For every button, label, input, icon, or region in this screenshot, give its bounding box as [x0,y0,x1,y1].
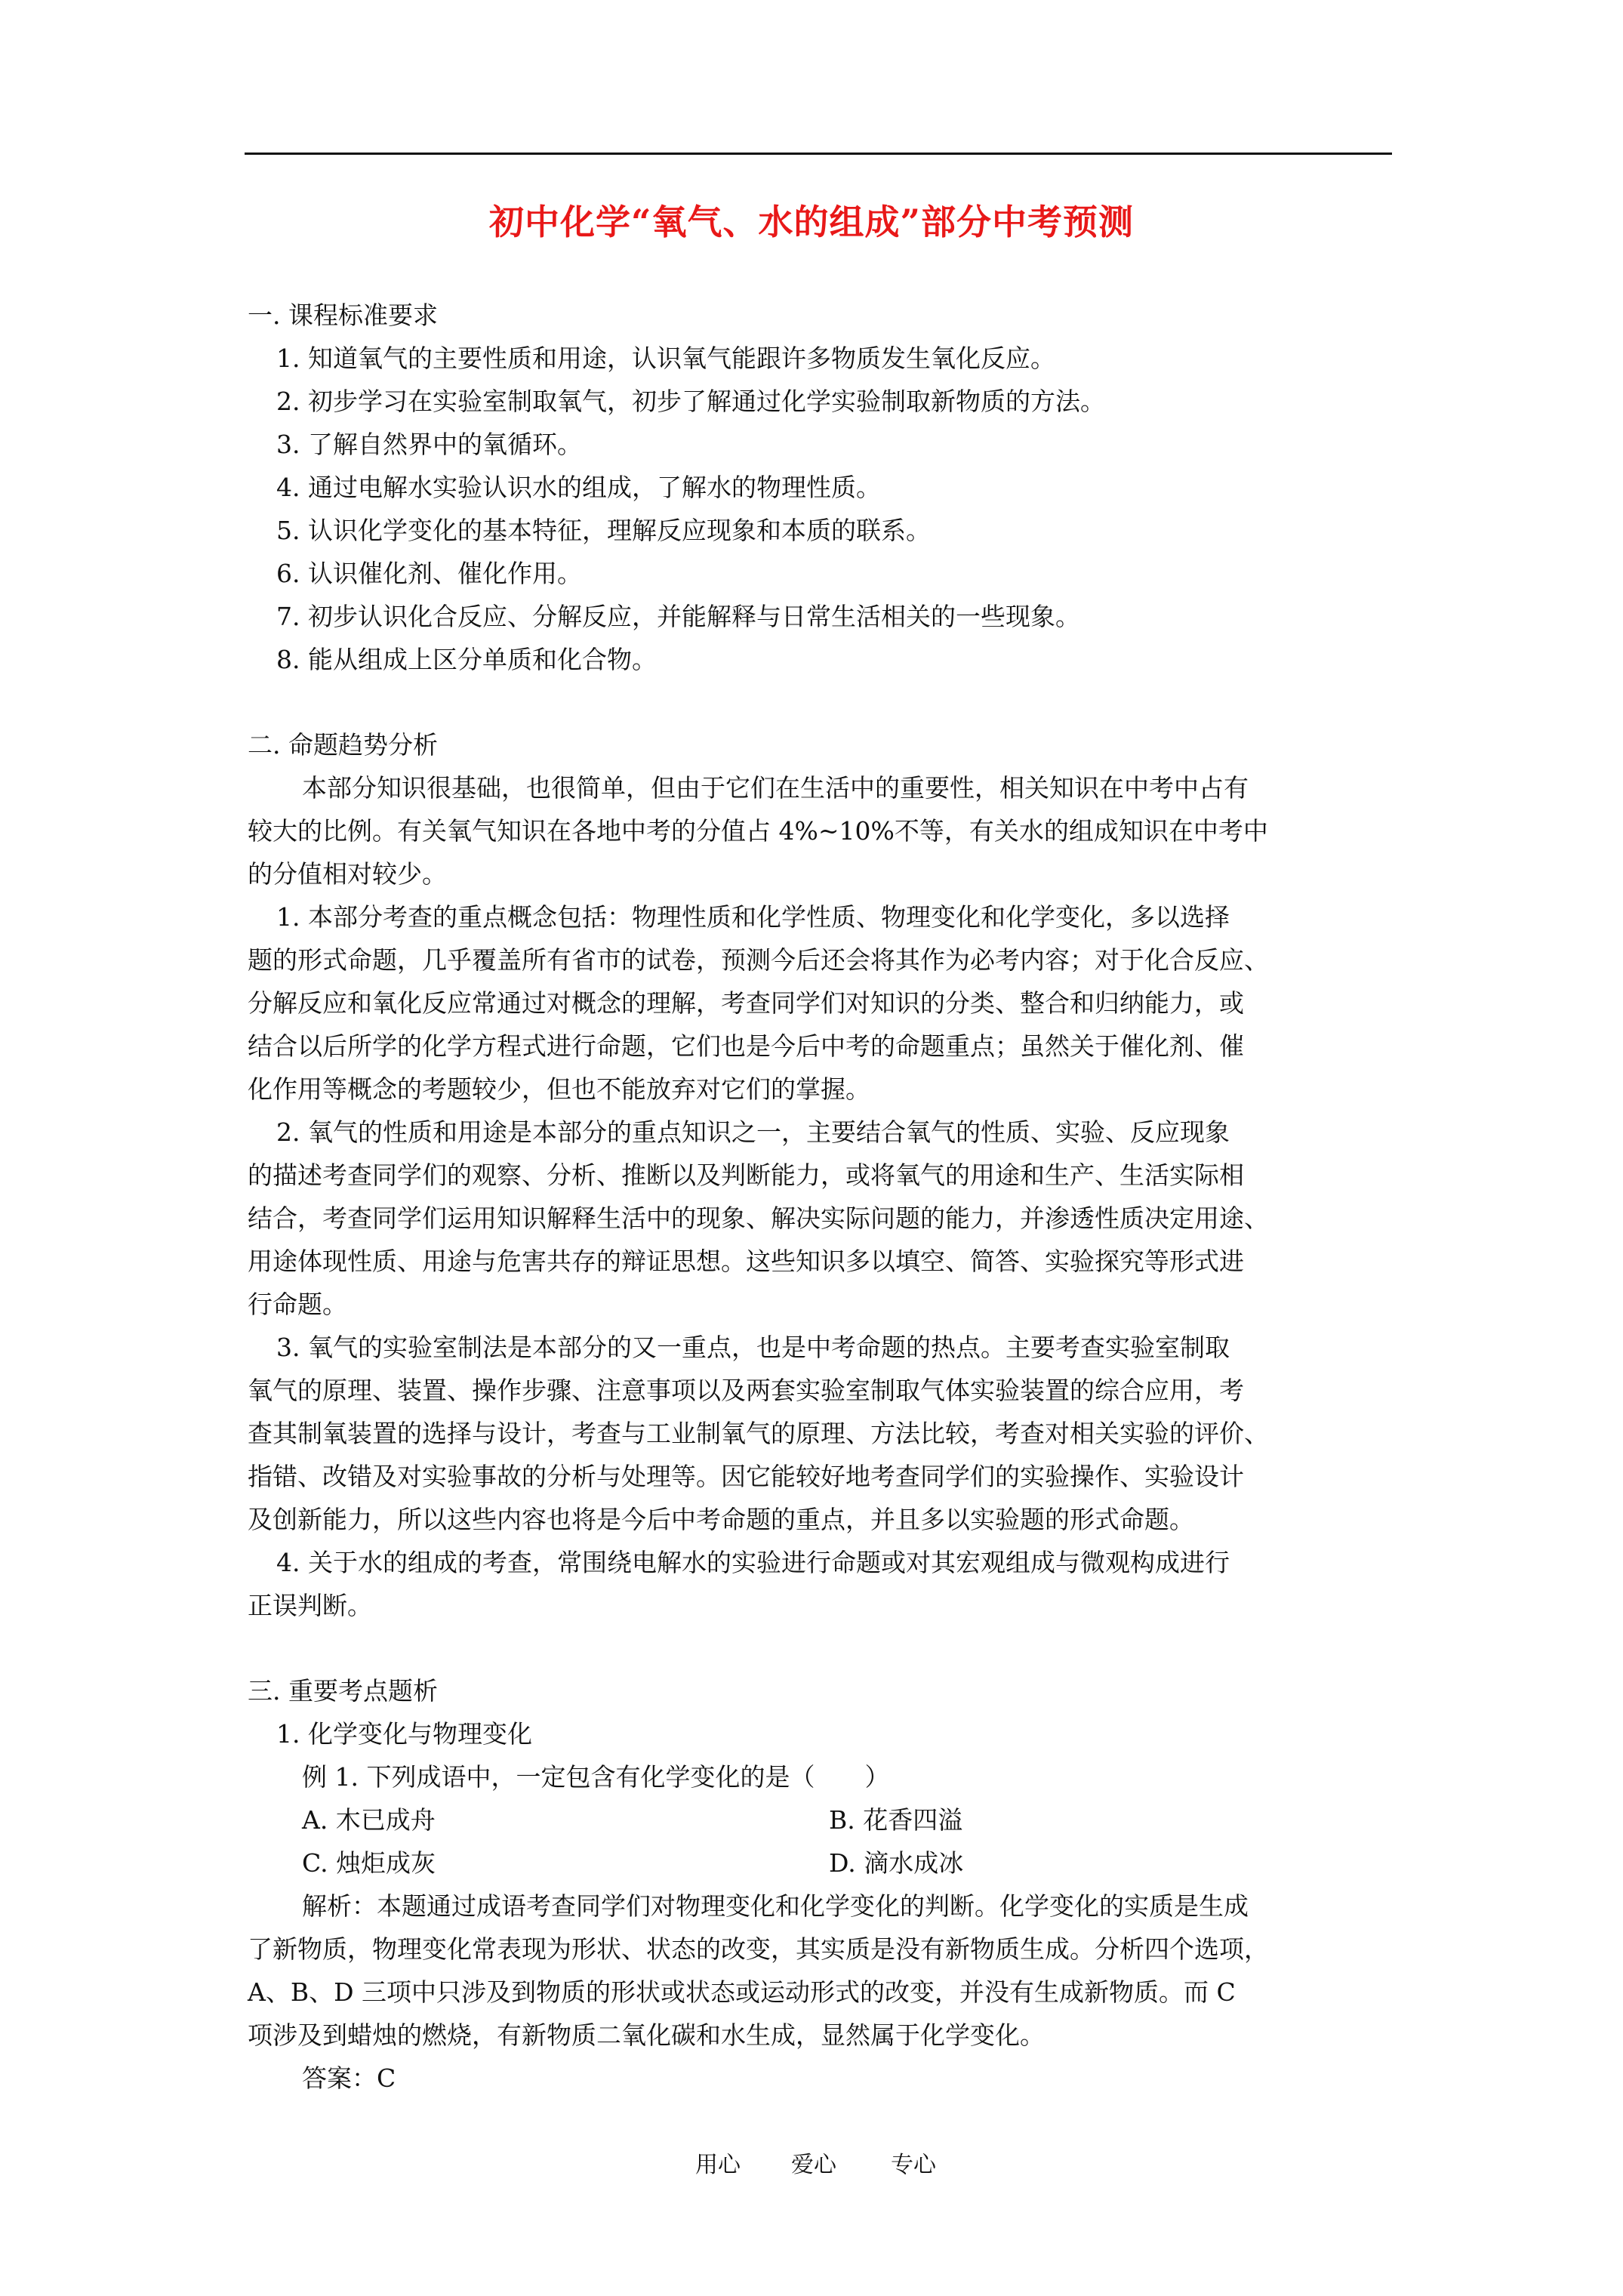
option-d: D. 滴水成冰 [829,1848,964,1878]
paragraph-line: 本部分知识很基础，也很简单，但由于它们在生活中的重要性，相关知识在中考中占有 [302,773,1249,803]
paragraph-line: 查其制氧装置的选择与设计，考查与工业制氧气的原理、方法比较，考查对相关实验的评价、 [248,1419,1269,1448]
list-item: 5. 认识化学变化的基本特征，理解反应现象和本质的联系。 [276,516,931,545]
paragraph-line: 指错、改错及对实验事故的分析与处理等。因它能较好地考查同学们的实验操作、实验设计 [248,1462,1244,1491]
paragraph-line: 氧气的原理、装置、操作步骤、注意事项以及两套实验室制取气体实验装置的综合应用，考 [248,1376,1244,1405]
paragraph-line: 1. 本部分考查的重点概念包括：物理性质和化学性质、物理变化和化学变化，多以选择 [276,902,1230,932]
paragraph-line: 及创新能力，所以这些内容也将是今后中考命题的重点，并且多以实验题的形式命题。 [248,1505,1194,1534]
paragraph-line: 3. 氧气的实验室制法是本部分的又一重点，也是中考命题的热点。主要考查实验室制取 [276,1333,1230,1362]
option-a: A. 木已成舟 [302,1805,436,1835]
subsection-heading: 1. 化学变化与物理变化 [276,1719,532,1749]
list-item: 7. 初步认识化合反应、分解反应，并能解释与日常生活相关的一些现象。 [276,602,1080,631]
paragraph-line: 结合，考查同学们运用知识解释生活中的现象、解决实际问题的能力，并渗透性质决定用途、 [248,1203,1269,1233]
list-item: 8. 能从组成上区分单质和化合物。 [276,645,657,674]
analysis-line: A、B、D 三项中只涉及到物质的形状或状态或运动形式的改变，并没有生成新物质。而 C [248,1977,1236,2007]
paragraph-line: 行命题。 [248,1290,347,1319]
paragraph-line: 分解反应和氧化反应常通过对概念的理解，考查同学们对知识的分类、整合和归纳能力，或 [248,988,1244,1018]
list-item: 1. 知道氧气的主要性质和用途，认识氧气能跟许多物质发生氧化反应。 [276,344,1055,373]
list-item: 3. 了解自然界中的氧循环。 [276,430,582,459]
page-title: 初中化学“氧气、水的组成”部分中考预测 [489,202,1134,242]
paragraph-line: 4. 关于水的组成的考查，常围绕电解水的实验进行命题或对其宏观组成与微观构成进行 [276,1548,1230,1577]
list-item: 4. 通过电解水实验认识水的组成，了解水的物理性质。 [276,473,881,502]
section-heading: 三. 重要考点题析 [248,1676,438,1706]
paragraph-line: 的描述考查同学们的观察、分析、推断以及判断能力，或将氧气的用途和生产、生活实际相 [248,1160,1244,1190]
list-item: 2. 初步学习在实验室制取氧气，初步了解通过化学实验制取新物质的方法。 [276,387,1105,416]
footer-text: 爱心 [791,2152,836,2178]
answer-line: 答案：C [302,2063,396,2093]
analysis-line: 解析：本题通过成语考查同学们对物理变化和化学变化的判断。化学变化的实质是生成 [302,1891,1249,1921]
section-heading: 一. 课程标准要求 [248,300,438,330]
example-question: 例 1. 下列成语中，一定包含有化学变化的是（ ） [302,1762,890,1792]
option-c: C. 烛炬成灰 [302,1848,436,1878]
paragraph-line: 题的形式命题，几乎覆盖所有省市的试卷，预测今后还会将其作为必考内容；对于化合反应、 [248,945,1269,975]
paragraph-line: 结合以后所学的化学方程式进行命题，它们也是今后中考的命题重点；虽然关于催化剂、催 [248,1031,1244,1061]
analysis-line: 了新物质，物理变化常表现为形状、状态的改变，其实质是没有新物质生成。分析四个选项， [248,1934,1269,1964]
paragraph-line: 正误判断。 [248,1591,372,1620]
footer-text: 用心 [695,2152,741,2178]
paragraph-line: 用途体现性质、用途与危害共存的辩证思想。这些知识多以填空、简答、实验探究等形式进 [248,1247,1244,1276]
paragraph-line: 化作用等概念的考题较少，但也不能放弃对它们的掌握。 [248,1074,870,1104]
footer-text: 专心 [891,2152,936,2178]
header-rule [245,153,1392,155]
analysis-line: 项涉及到蜡烛的燃烧，有新物质二氧化碳和水生成，显然属于化学变化。 [248,2020,1045,2050]
section-heading: 二. 命题趋势分析 [248,730,438,760]
paragraph-line: 较大的比例。有关氧气知识在各地中考的分值占 4%~10%不等，有关水的组成知识在中考中 [248,816,1268,846]
option-b: B. 花香四溢 [829,1805,963,1835]
paragraph-line: 2. 氧气的性质和用途是本部分的重点知识之一，主要结合氧气的性质、实验、反应现象 [276,1117,1230,1147]
list-item: 6. 认识催化剂、催化作用。 [276,559,582,588]
paragraph-line: 的分值相对较少。 [248,859,447,889]
